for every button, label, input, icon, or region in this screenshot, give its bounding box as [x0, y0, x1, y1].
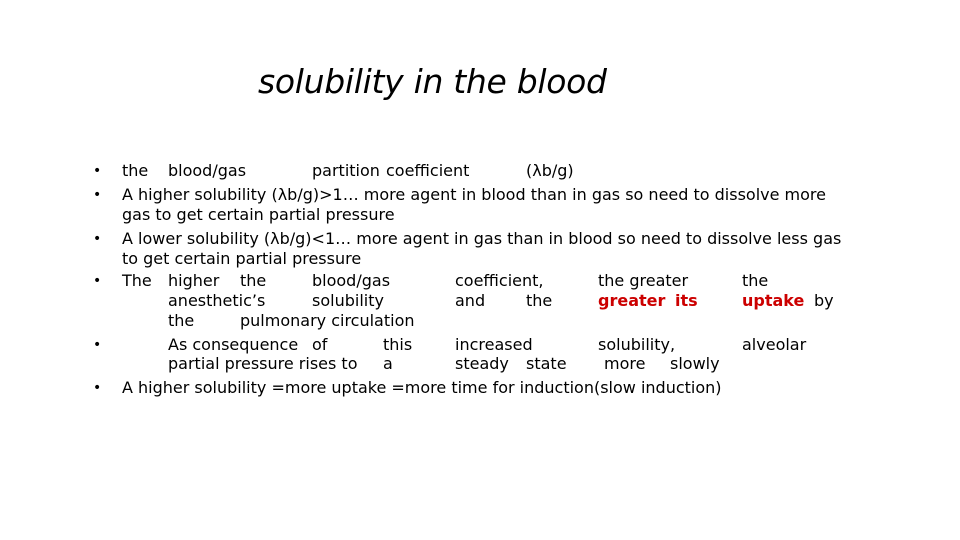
bullet-marker: • — [93, 337, 102, 353]
bullet-4-word: The — [122, 271, 152, 290]
bullet-5-word: of — [312, 335, 328, 354]
slide-title: solubility in the blood — [258, 62, 607, 101]
bullet-4-highlight: its — [675, 291, 698, 310]
bullet-1-word: blood/gas — [168, 161, 247, 180]
bullet-6-line-1: A higher solubility =more uptake =more time for induction(slow induction) — [122, 378, 722, 397]
bullet-5-word: increased — [455, 335, 533, 354]
bullet-marker: • — [93, 163, 102, 179]
bullet-marker: • — [93, 187, 102, 203]
bullet-4-word: pulmonary circulation — [240, 311, 415, 330]
bullet-2-line-1: A higher solubility (λb/g)>1… more agent in blood than in gas so need to dissolve more — [122, 185, 826, 204]
bullet-3-line-2: to get certain partial pressure — [122, 249, 362, 268]
bullet-1-word: the — [122, 161, 149, 180]
bullet-4-word: solubility — [312, 291, 384, 310]
bullet-4-word: and — [455, 291, 486, 310]
bullet-5-word: a — [383, 354, 393, 373]
bullet-5-word: steady — [455, 354, 509, 373]
bullet-4-highlight: uptake — [742, 291, 805, 310]
bullet-4-word: anesthetic’s — [168, 291, 266, 310]
bullet-5-word: state — [526, 354, 567, 373]
bullet-3-line-1: A lower solubility (λb/g)<1… more agent in gas than in blood so need to dissolve less gas — [122, 229, 842, 248]
bullet-1-word: coefficient — [386, 161, 470, 180]
bullet-4-highlight: greater — [598, 291, 666, 310]
bullet-4-word: coefficient, — [455, 271, 544, 290]
bullet-5-word: more — [604, 354, 646, 373]
bullet-5-word: As consequence — [168, 335, 299, 354]
bullet-5-word: alveolar — [742, 335, 807, 354]
bullet-4-word: the — [240, 271, 267, 290]
bullet-4-word: the greater — [598, 271, 689, 290]
bullet-marker: • — [93, 273, 102, 289]
bullet-4-word: the — [742, 271, 769, 290]
bullet-4-word: by — [814, 291, 834, 310]
bullet-4-word: blood/gas — [312, 271, 391, 290]
bullet-marker: • — [93, 231, 102, 247]
bullet-marker: • — [93, 380, 102, 396]
bullet-5-word: solubility, — [598, 335, 676, 354]
bullet-1-word: (λb/g) — [526, 161, 574, 180]
bullet-5-word: slowly — [670, 354, 720, 373]
bullet-2-line-2: gas to get certain partial pressure — [122, 205, 395, 224]
bullet-5-word: partial pressure rises to — [168, 354, 358, 373]
bullet-5-word: this — [383, 335, 413, 354]
bullet-4-word: higher — [168, 271, 220, 290]
bullet-4-word: the — [526, 291, 553, 310]
bullet-1-word: partition — [312, 161, 380, 180]
bullet-4-word: the — [168, 311, 195, 330]
